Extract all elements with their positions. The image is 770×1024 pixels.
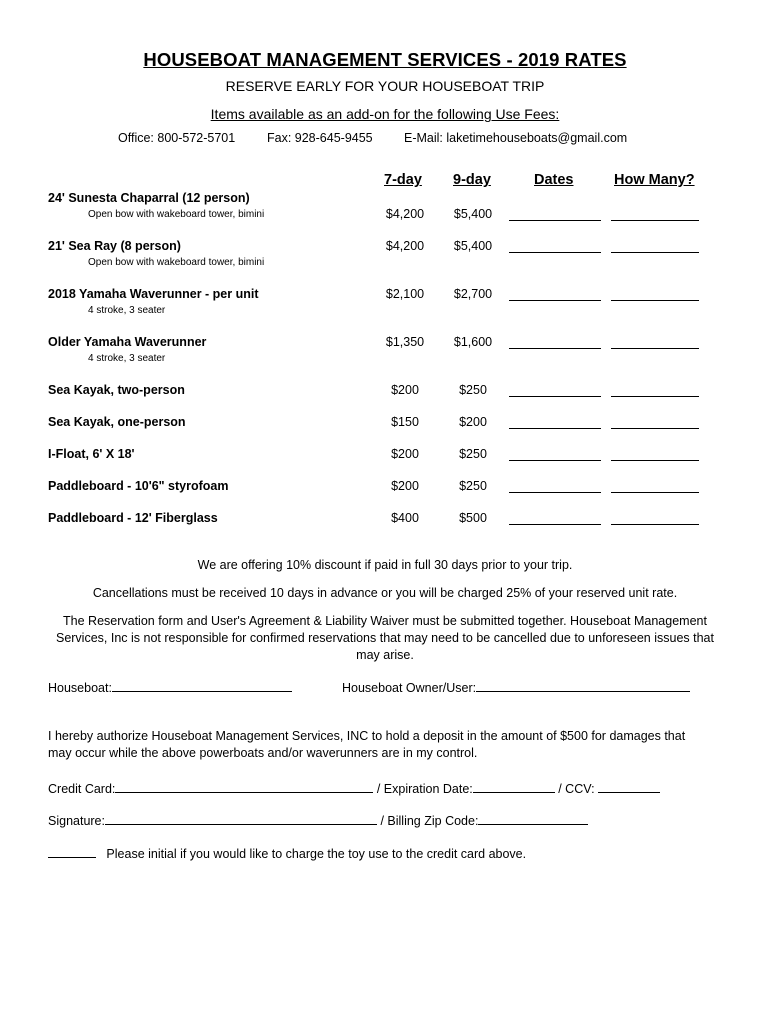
dates-blank[interactable] [509,300,601,301]
how-many-blank[interactable] [611,348,699,349]
item-name: Paddleboard - 12' Fiberglass [48,511,218,525]
page-title: HOUSEBOAT MANAGEMENT SERVICES - 2019 RATES [143,49,627,70]
item-name: Sea Kayak, two-person [48,383,185,397]
price-7-day: $200 [391,447,419,461]
ccv-input[interactable] [598,780,660,793]
dates-blank[interactable] [509,460,601,461]
price-9-day: $5,400 [453,239,493,253]
dates-blank[interactable] [509,428,601,429]
how-many-blank[interactable] [611,428,699,429]
owner-label: Houseboat Owner/User: [342,681,477,695]
signature-input[interactable] [105,812,377,825]
fax-number: Fax: 928-645-9455 [267,131,373,145]
signature-row [48,812,588,828]
item-name: I-Float, 6' X 18' [48,447,135,461]
price-9-day: $250 [459,479,487,493]
price-7-day: $4,200 [385,207,425,221]
dates-blank[interactable] [509,396,601,397]
how-many-blank[interactable] [611,460,699,461]
office-phone: Office: 800-572-5701 [118,131,236,145]
item-description: 4 stroke, 3 seater [88,305,166,316]
item-description: 4 stroke, 3 seater [88,353,166,364]
item-name: 24' Sunesta Chaparral (12 person) [48,191,250,205]
dates-blank[interactable] [509,252,601,253]
item-name: 21' Sea Ray (8 person) [48,239,181,253]
expiration-label: / Expiration Date: [373,782,473,796]
price-9-day: $250 [459,383,487,397]
how-many-blank[interactable] [611,524,699,525]
price-7-day: $4,200 [385,239,425,253]
credit-card-input[interactable] [115,780,373,793]
credit-card-row [48,780,660,796]
how-many-blank[interactable] [611,220,699,221]
price-9-day: $5,400 [453,207,493,221]
initial-text: Please initial if you would like to charge the toy use to the credit card above. [106,847,527,861]
authorization-text: I hereby authorize Houseboat Management Services, INC to hold a deposit in the amount of $500 for damages that may occur while the above powerboats and/or waverunners are in my control. [48,729,686,760]
dates-blank[interactable] [509,348,601,349]
how-many-blank[interactable] [611,396,699,397]
item-name: 2018 Yamaha Waverunner - per unit [48,287,259,301]
dates-blank[interactable] [509,220,601,221]
signature-label: Signature: [48,814,105,828]
owner-field [342,679,690,695]
billing-zip-label: / Billing Zip Code: [376,814,479,828]
houseboat-input[interactable] [112,679,292,692]
reservation-note: The Reservation form and User's Agreement & Liability Waiver must be submitted together. Houseboat Management Services, Inc is not responsible for confirmed reservations that may need to be cancelled due to unforeseen issues that may arise. [55,614,714,662]
billing-zip-input[interactable] [478,812,588,825]
price-7-day: $1,350 [385,335,425,349]
price-7-day: $200 [391,383,419,397]
initial-input[interactable] [48,845,96,858]
dates-blank[interactable] [509,524,601,525]
column-how-many: How Many? [614,172,695,188]
initial-row [48,845,526,861]
owner-input[interactable] [476,679,690,692]
item-name: Older Yamaha Waverunner [48,335,207,349]
credit-card-label: Credit Card: [48,782,116,796]
how-many-blank[interactable] [611,252,699,253]
expiration-input[interactable] [473,780,555,793]
item-description: Open bow with wakeboard tower, bimini [88,209,265,220]
addon-heading: Items available as an add-on for the following Use Fees: [210,106,560,122]
price-9-day: $200 [459,415,487,429]
price-9-day: $2,700 [453,287,493,301]
houseboat-field [48,679,292,695]
cancellation-note: Cancellations must be received 10 days in advance or you will be charged 25% of your reserved unit rate. [92,586,678,600]
price-9-day: $1,600 [453,335,493,349]
item-name: Sea Kayak, one-person [48,415,186,429]
houseboat-label: Houseboat: [48,681,112,695]
how-many-blank[interactable] [611,300,699,301]
column-dates: Dates [534,172,574,188]
price-7-day: $150 [391,415,419,429]
email-address: E-Mail: laketimehouseboats@gmail.com [404,131,628,145]
price-7-day: $200 [391,479,419,493]
price-7-day: $2,100 [385,287,425,301]
column-9-day: 9-day [453,172,491,188]
price-9-day: $500 [459,511,487,525]
price-9-day: $250 [459,447,487,461]
discount-note: We are offering 10% discount if paid in full 30 days prior to your trip. [197,558,573,572]
column-7-day: 7-day [384,172,422,188]
page-subtitle: RESERVE EARLY FOR YOUR HOUSEBOAT TRIP [225,78,545,94]
item-name: Paddleboard - 10'6" styrofoam [48,479,229,493]
price-7-day: $400 [391,511,419,525]
dates-blank[interactable] [509,492,601,493]
how-many-blank[interactable] [611,492,699,493]
ccv-label: / CCV: [554,782,599,796]
item-description: Open bow with wakeboard tower, bimini [88,257,265,268]
